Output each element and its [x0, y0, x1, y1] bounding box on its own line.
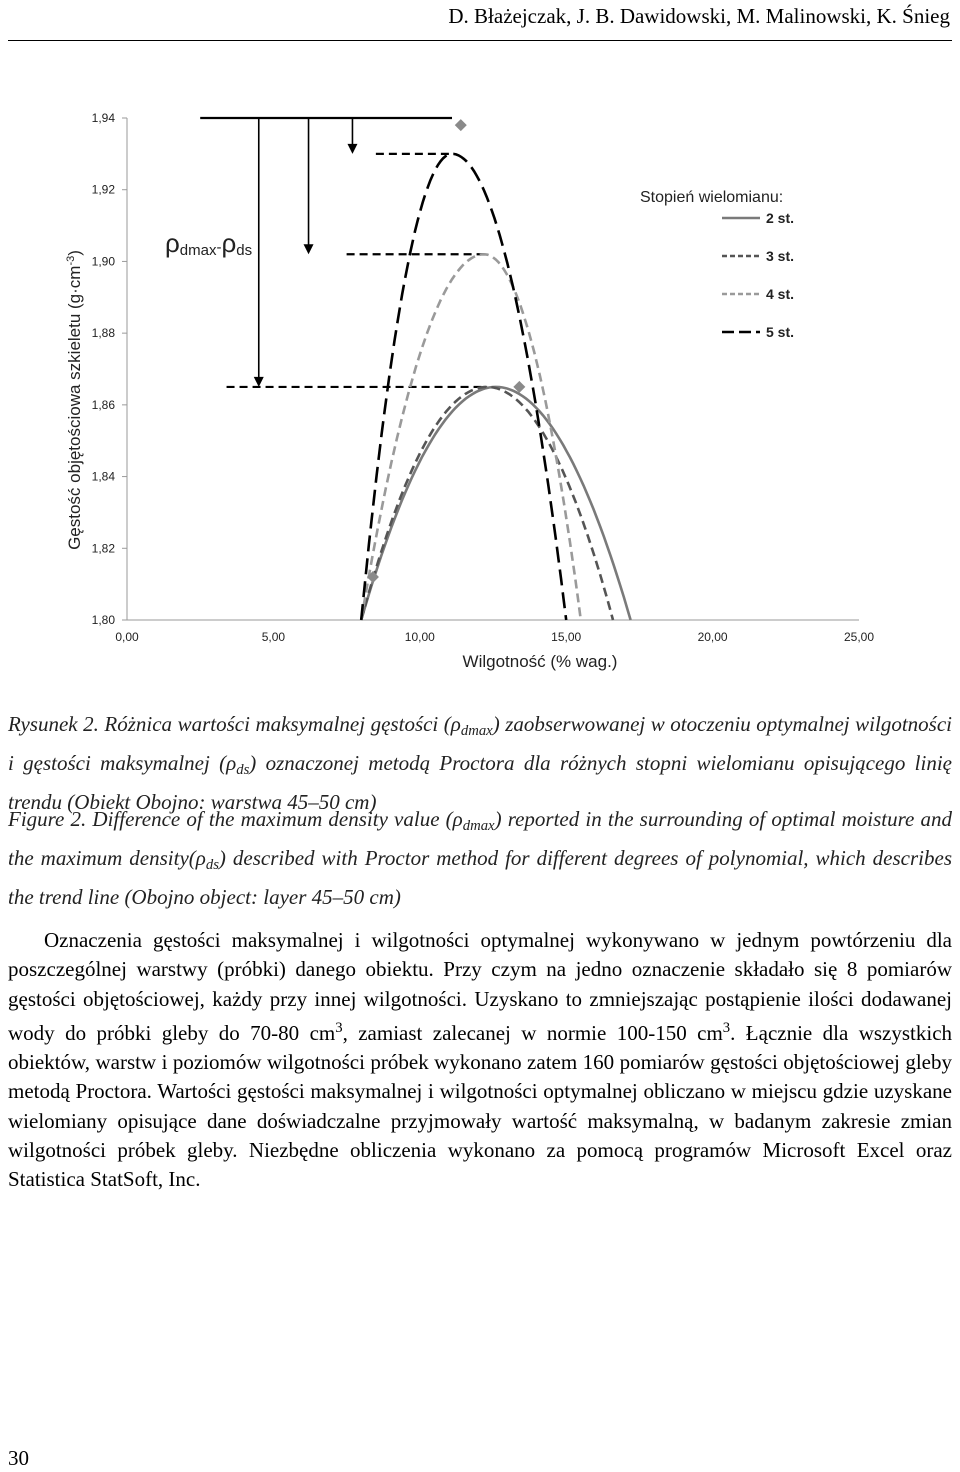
y-axis-title-end: ) — [65, 250, 84, 256]
caption-subscript: dmax — [460, 723, 493, 739]
x-tick-label: 20,00 — [697, 630, 728, 644]
x-tick-label: 25,00 — [843, 630, 875, 644]
rho-subscript: ds — [236, 242, 253, 259]
y-tick-label: 1,94 — [91, 111, 115, 125]
caption-text: ) oznaczonej metodą Proctora dla różnych stopni wielomianu opisującego linię trendu (Obiekt Obojno: warstwa 45–50 cm) — [8, 751, 952, 814]
x-tick-label: 5,00 — [261, 630, 286, 644]
chart-legend — [640, 189, 794, 340]
arrow-head — [304, 244, 314, 254]
caption-text: Figure 2. Difference of the maximum density value (ρ — [8, 807, 463, 831]
y-axis-title-main: Gęstość objętościowa szkieletu (g·cm — [65, 265, 84, 550]
data-point — [455, 119, 467, 131]
y-tick-label: 1,88 — [91, 326, 115, 341]
legend-label: 3 st. — [766, 248, 795, 264]
caption-subscript: dmax — [462, 818, 495, 834]
data-points — [367, 119, 525, 583]
arrow-head — [254, 377, 264, 387]
body-text-part: , zamiast zalecanej w normie 100-150 cm — [342, 1020, 723, 1045]
series-curve-4st — [361, 254, 581, 620]
caption-subscript: ds — [236, 762, 250, 778]
x-tick-label: 15,00 — [551, 630, 582, 644]
figure-chart — [0, 90, 960, 680]
y-tick-label: 1,84 — [91, 469, 115, 484]
caption-text: ) reported in the surrounding of optimal moisture and the maximum density(ρ — [8, 807, 952, 870]
y-tick-label: 1,90 — [91, 254, 115, 269]
superscript: 3 — [335, 1019, 343, 1036]
legend-label: 4 st. — [766, 286, 795, 302]
arrow-head — [347, 144, 357, 154]
page-number: 30 — [8, 1446, 29, 1470]
y-axis-title — [65, 250, 84, 550]
y-tick-label: 1,82 — [91, 541, 115, 556]
rho-symbol: ρ — [165, 228, 180, 258]
running-header: D. Błażejczak, J. B. Dawidowski, M. Malinowski, K. Śnieg — [448, 4, 950, 28]
figure-caption-en — [8, 803, 952, 913]
y-tick-label: 1,80 — [91, 613, 115, 627]
body-text-part: Oznaczenia gęstości maksymalnej i wilgotności optymalnej wykonywano w jednym powtórzeniu dla poszczególnej warstwy (próbki) danego obiektu. Przy czym na jedno oznaczenie składało się 8 pomiarów gęstości objętościowej, każdy przy innej wilgotności. Uzyskano to zmniejszając postąpienie ilości dodawanej wody do próbki gleby do 70-80 cm — [8, 928, 952, 1045]
rho-subscript: dmax — [179, 242, 217, 259]
superscript: 3 — [722, 1019, 731, 1036]
y-tick-label: 1,92 — [91, 182, 115, 197]
body-text-part: . Łącznie dla wszystkich obiektów, warstw i poziomów wilgotności próbek wykonano zatem 160 pomiarów gęstości objętościowej gleby metodą Proctora. Wartości gęstości maksymalnej i wilgotności optymalnej obliczano w miejscu gdzie uzyskane wielomiany opisujące dane doświadczalne przyjmowały wartość maksymalną, w badanym zakresie zmian wilgotności próbek gleby. Niezbędne obliczenia wykonano za pomocą programów Microsoft Excel oraz Statistica StatSoft, Inc. — [8, 1020, 953, 1192]
rho-symbol: ρ — [221, 228, 237, 258]
x-tick-label: 10,00 — [404, 630, 435, 644]
y-axis-title-sup: -3 — [65, 255, 77, 266]
caption-subscript: ds — [205, 857, 219, 873]
legend-label: 5 st. — [766, 324, 795, 340]
legend-title: Stopień wielomianu: — [640, 189, 784, 206]
caption-text: Rysunek 2. Różnica wartości maksymalnej gęstości (ρ — [8, 712, 461, 736]
body-paragraph — [8, 926, 952, 1195]
figure-caption-pl — [8, 708, 952, 818]
x-tick-label: 0,00 — [115, 630, 139, 644]
x-axis-title: Wilgotność (% wag.) — [462, 652, 618, 671]
legend-label: 2 st. — [766, 210, 795, 226]
rho-difference-label — [165, 228, 252, 259]
y-tick-label: 1,86 — [91, 397, 115, 412]
rho-separator: - — [216, 239, 222, 256]
caption-text: ) zaobserwowanej w otoczeniu optymalnej wilgotności i gęstości maksymalnej (ρ — [8, 712, 952, 775]
caption-text: ) described with Proctor method for different degrees of polynomial, which describes the trend line (Obojno object: layer 45–50 cm) — [8, 846, 952, 909]
header-rule — [8, 40, 952, 41]
